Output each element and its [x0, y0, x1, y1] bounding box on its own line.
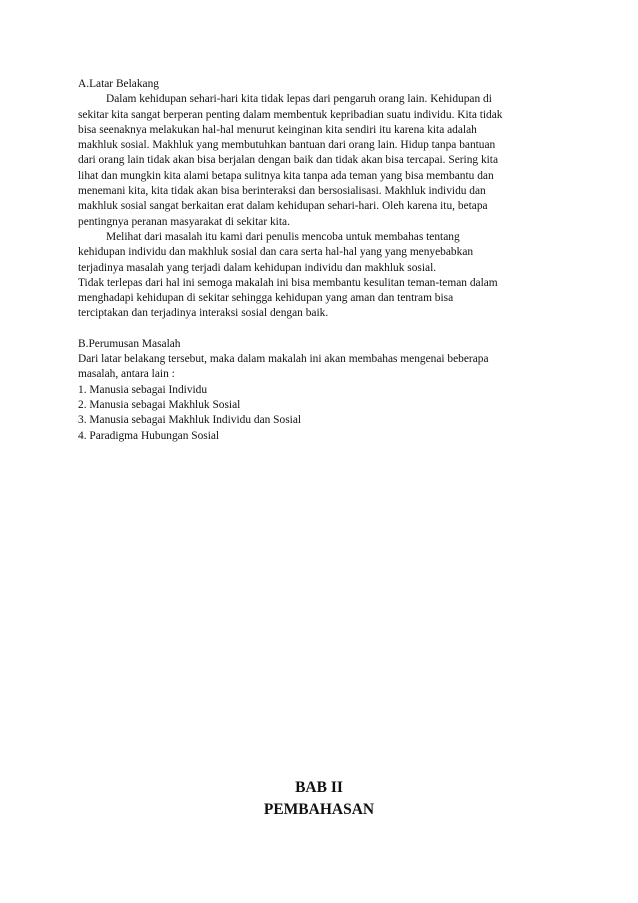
chapter-title: BAB II	[295, 779, 343, 796]
paragraph-line: Melihat dari masalah itu kami dari penulis mencoba untuk membahas tentang	[106, 230, 460, 243]
paragraph-line: Dalam kehidupan sehari-hari kita tidak lepas dari pengaruh orang lain. Kehidupan di	[106, 93, 492, 106]
paragraph-line: lihat dan mungkin kita alami betapa sulitnya kita tanpa ada teman yang bisa membantu dan	[78, 169, 494, 182]
section-spacer	[78, 322, 562, 337]
paragraph-line: bisa seenaknya melakukan hal-hal menurut keinginan kita sendiri itu karena kita adalah	[78, 123, 477, 136]
list-item: 4. Paradigma Hubungan Sosial	[78, 429, 220, 442]
paragraph-line: sekitar kita sangat berperan penting dalam membentuk kepribadian suatu individu. Kita tidak	[78, 108, 503, 121]
paragraph-line: Dari latar belakang tersebut, maka dalam makalah ini akan membahas mengenai beberapa	[78, 353, 489, 366]
problem-list	[78, 383, 562, 444]
paragraph-line: makhluk sosial. Makhluk yang membutuhkan bantuan dari orang lain. Hidup tanpa bantuan	[78, 139, 496, 152]
paragraph-line: makhluk sosial sangat berkaitan erat dalam kehidupan sehari-hari. Oleh karena itu, betapa	[78, 200, 488, 213]
paragraph-line: menemani kita, kita tidak akan bisa berinteraksi dan bersosialisasi. Makhluk individu dan	[78, 185, 486, 198]
chapter-subtitle: PEMBAHASAN	[263, 801, 375, 818]
list-item: 3. Manusia sebagai Makhluk Individu dan Sosial	[78, 414, 302, 427]
list-item: 1. Manusia sebagai Individu	[78, 383, 208, 396]
paragraph-line: terjadinya masalah yang terjadi dalam kehidupan individu dan makhluk sosial.	[78, 261, 437, 274]
section-b-heading: B.Perumusan Masalah	[78, 337, 181, 350]
paragraph-latar-belakang	[78, 92, 562, 230]
paragraph-line: Tidak terlepas dari hal ini semoga makalah ini bisa membantu kesulitan teman-teman dalam	[78, 276, 498, 289]
list-item: 2. Manusia sebagai Makhluk Sosial	[78, 398, 241, 411]
paragraph-melihat	[78, 230, 562, 322]
paragraph-perumusan	[78, 352, 562, 383]
section-a-heading: A.Latar Belakang	[78, 78, 159, 90]
paragraph-line: kehidupan individu dan makhluk sosial dan cara serta hal-hal yang yang menyebabkan	[78, 246, 474, 259]
paragraph-line: terciptakan dan terjadinya interaksi sosial dengan baik.	[78, 307, 329, 320]
paragraph-line: masalah, antara lain :	[78, 368, 175, 381]
paragraph-line: pentingnya peranan masyarakat di sekitar kita.	[78, 215, 290, 228]
paragraph-line: dari orang lain tidak akan bisa berjalan dengan baik dan tidak akan bisa tercapai. Sering kita	[78, 154, 499, 167]
document-body	[78, 77, 562, 444]
paragraph-line: menghadapi kehidupan di sekitar sehingga kehidupan yang aman dan tentram bisa	[78, 292, 454, 305]
